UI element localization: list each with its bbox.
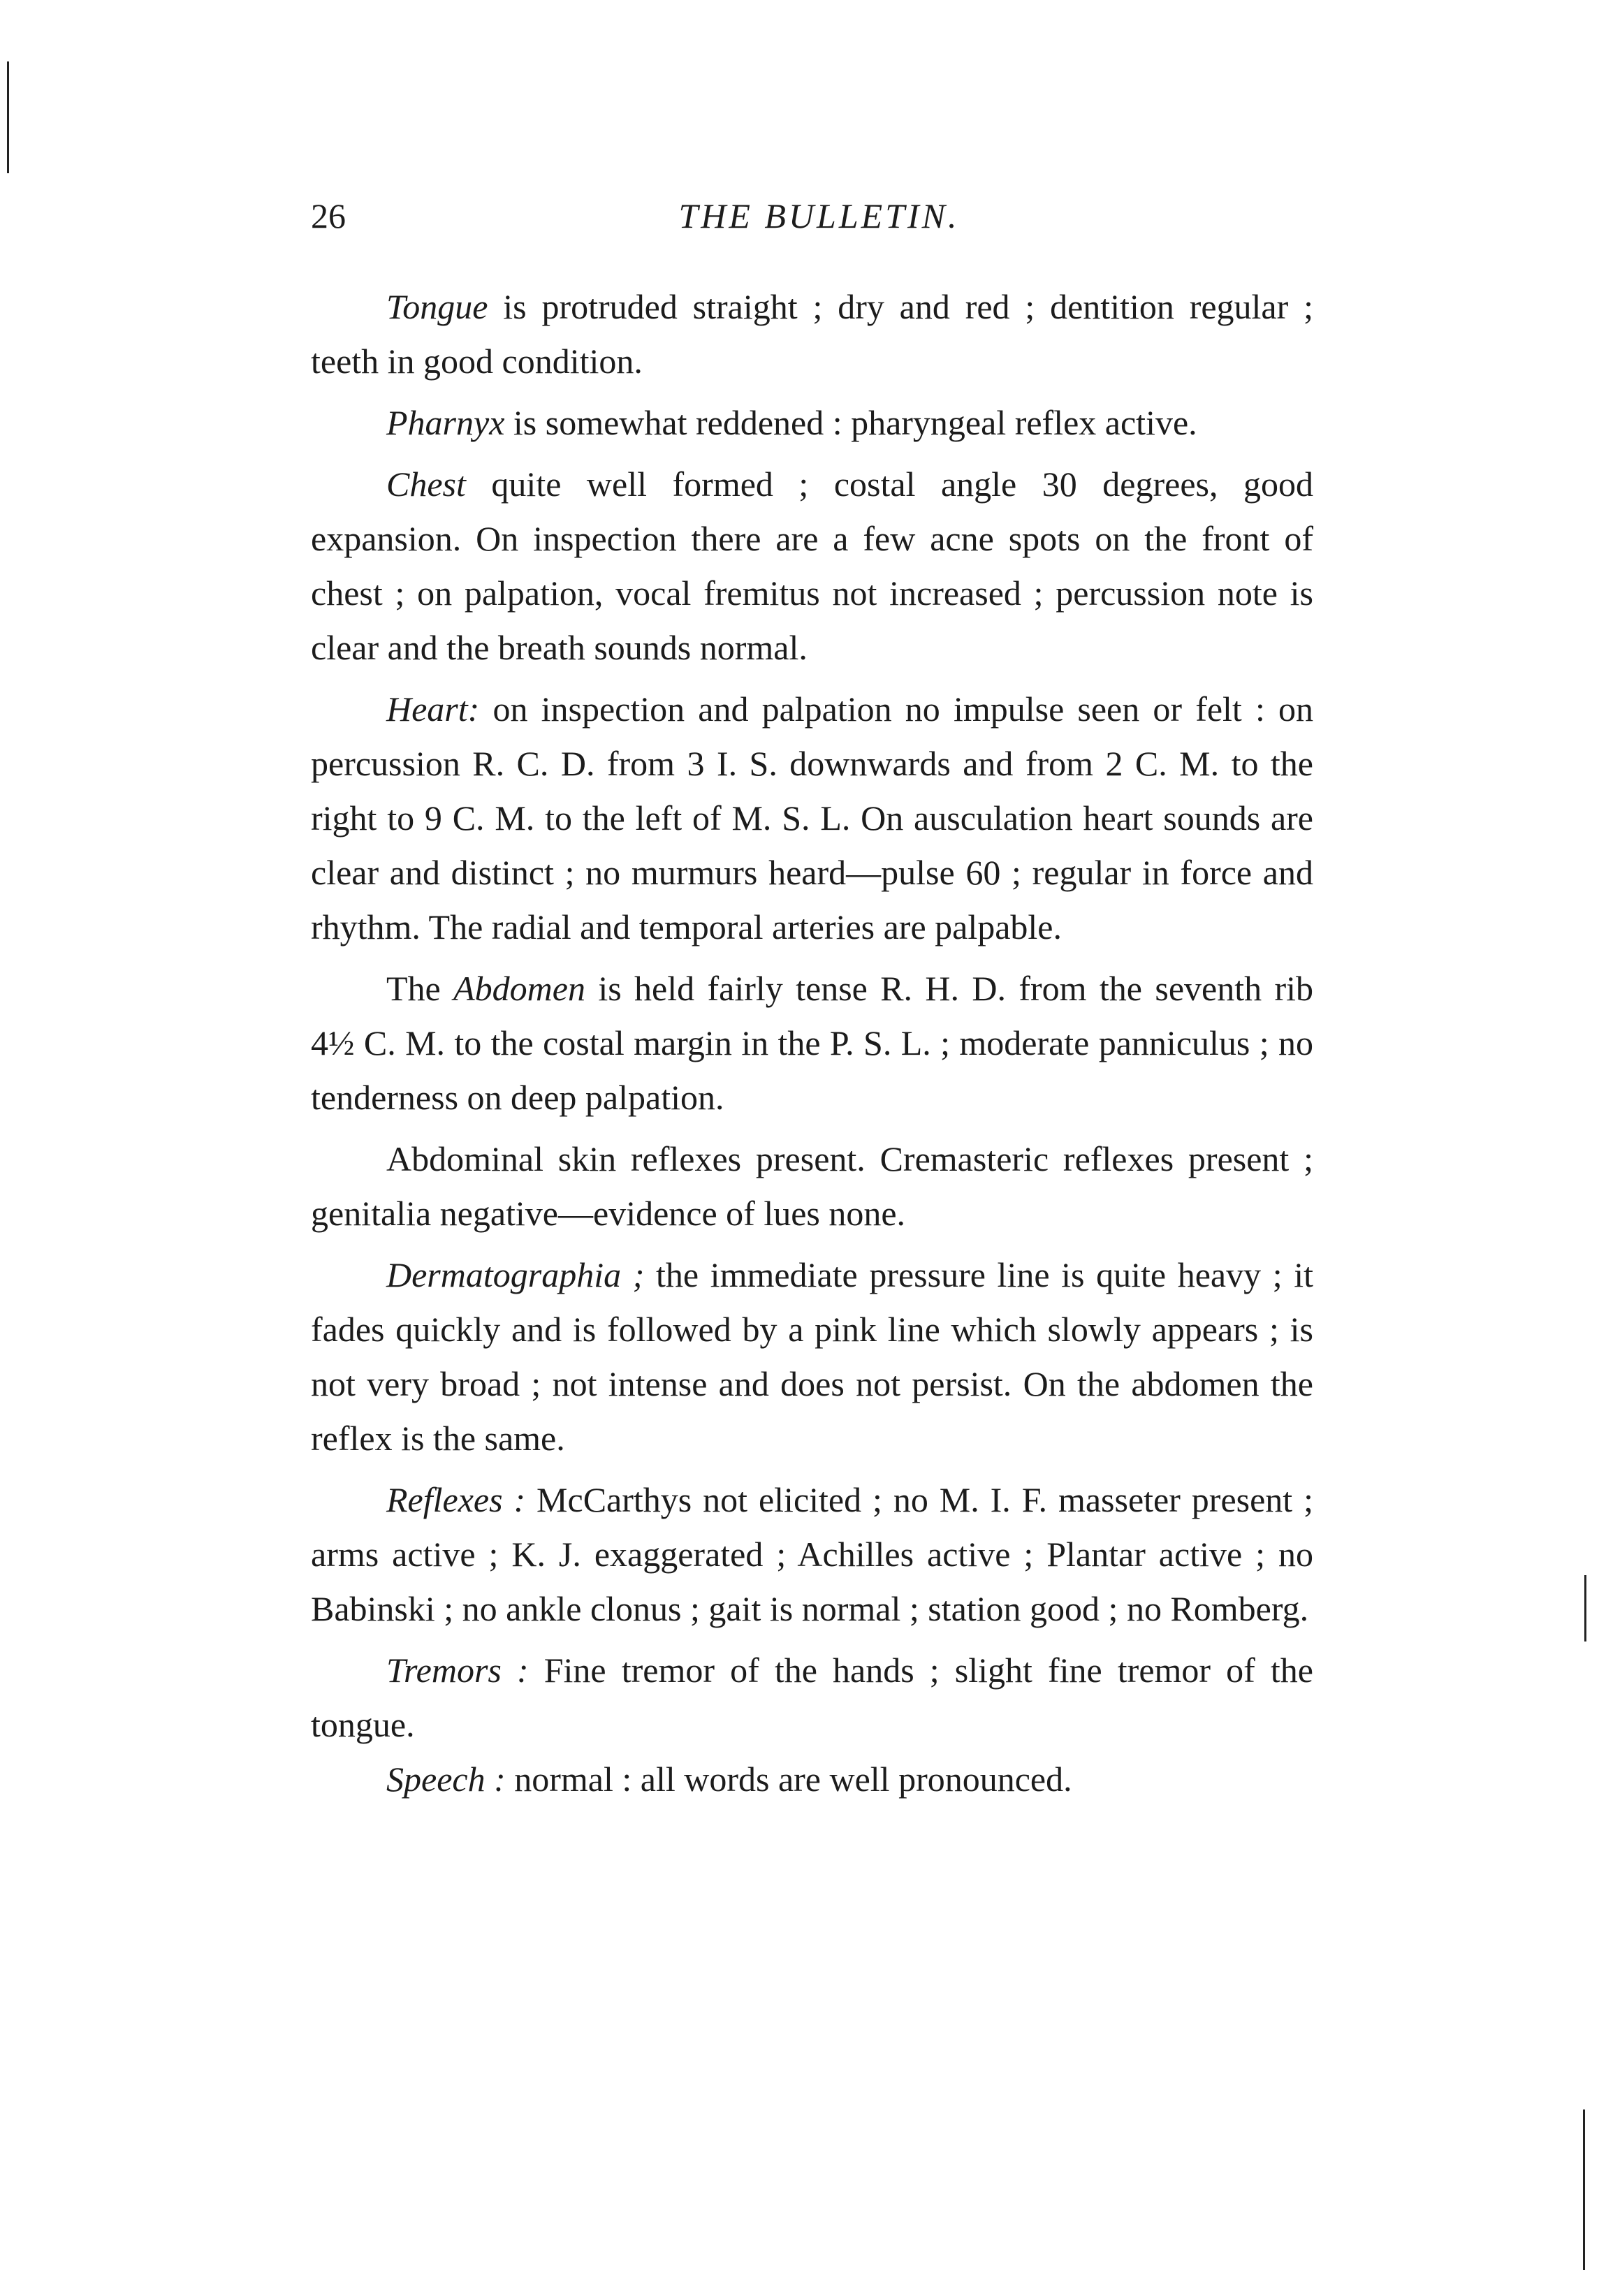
term-abdomen: Abdomen (453, 969, 585, 1008)
body-text (311, 279, 1313, 1806)
paragraph-text: Abdominal skin reflexes present. Cremasteric reflexes present ; genitalia negative—evidence of lues none. (311, 1139, 1313, 1233)
term-dermatographia: Dermatographia ; (386, 1255, 645, 1294)
paragraph-lead: The (386, 969, 454, 1008)
term-heart: Heart: (386, 689, 480, 729)
term-pharnyx: Pharnyx (386, 403, 505, 442)
paragraph-text: on inspection and palpation no impulse seen or felt : on percussion R. C. D. from 3 I. S. downwards and from 2 C. M. to the right to 9 C. M. to the left of M. S. L. On ausculation heart sounds are clear and distinct ; no murmurs heard—pulse 60 ; regular in force and rhythm. The radial and temporal arteries are palpable. (311, 689, 1313, 946)
paragraph-text: is somewhat reddened : pharyngeal reflex active. (504, 403, 1197, 442)
paragraph-abdominal-reflexes (311, 1132, 1313, 1241)
paragraph-abdomen (311, 961, 1313, 1125)
paragraph-text: normal : all words are well pronounced. (505, 1760, 1072, 1799)
paragraph-dermatographia (311, 1248, 1313, 1465)
term-speech: Speech : (386, 1760, 506, 1799)
paragraph-text: McCarthys not elicited ; no M. I. F. masseter present ; arms active ; K. J. exaggerated ; Achilles active ; Plantar active ; no Babinski ; no ankle clonus ; gait is normal ; station good ; no Romberg. (311, 1480, 1313, 1628)
paragraph-tongue (311, 279, 1313, 388)
term-tremors: Tremors : (386, 1651, 529, 1690)
scan-edge-mark-right-middle (1584, 1575, 1586, 1641)
page-header (311, 196, 1313, 244)
term-chest: Chest (386, 465, 466, 504)
paragraph-chest (311, 457, 1313, 675)
paragraph-speech (311, 1752, 1313, 1806)
term-reflexes: Reflexes : (386, 1480, 526, 1519)
paragraph-tremors (311, 1643, 1313, 1752)
scan-edge-mark-top-left (7, 61, 9, 173)
paragraph-text: is protruded straight ; dry and red ; dentition regular ; teeth in good condition. (311, 287, 1313, 381)
term-tongue: Tongue (386, 287, 488, 326)
paragraph-heart (311, 682, 1313, 954)
paragraph-text: Fine tremor of the hands ; slight fine tremor of the tongue. (311, 1651, 1313, 1744)
paragraph-text: quite well formed ; costal angle 30 degrees, good expansion. On inspection there are a few acne spots on the front of chest ; on palpation, vocal fremitus not increased ; percussion note is clear and the breath sounds normal. (311, 465, 1313, 667)
scan-edge-mark-right-bottom (1583, 2109, 1585, 2270)
paragraph-pharnyx (311, 395, 1313, 450)
paragraph-text: is held fairly tense R. H. D. from the seventh rib 4½ C. M. to the costal margin in the P. S. L. ; moderate panniculus ; no tenderness on deep palpation. (311, 969, 1313, 1117)
paragraph-text: the immediate pressure line is quite heavy ; it fades quickly and is followed by a pink line which slowly appears ; is not very broad ; not intense and does not persist. On the abdomen the reflex is the same. (311, 1255, 1313, 1458)
paragraph-reflexes (311, 1472, 1313, 1636)
running-title: THE BULLETIN. (678, 196, 960, 235)
page-number: 26 (311, 196, 346, 235)
